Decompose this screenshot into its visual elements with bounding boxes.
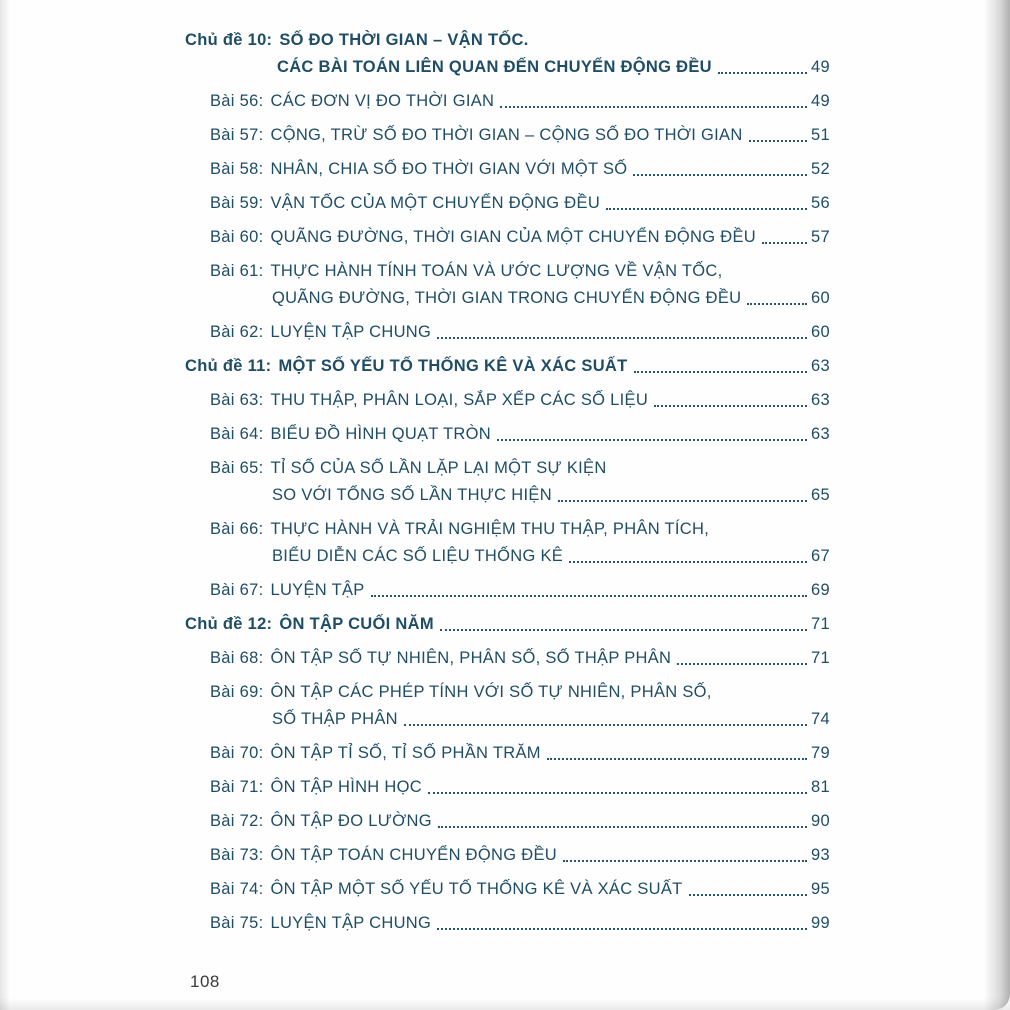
entry-page-number: 57 bbox=[811, 228, 830, 246]
entry-title-text: CỘNG, TRỪ SỐ ĐO THỜI GIAN – CỘNG SỐ ĐO THỜI GIAN bbox=[270, 126, 743, 144]
toc-entry bbox=[185, 842, 830, 869]
entry-page-number: 90 bbox=[811, 812, 830, 830]
dot-leader bbox=[558, 499, 807, 502]
entry-number-prefix: Bài 66: bbox=[210, 520, 264, 538]
toc-entry-line bbox=[210, 706, 830, 733]
page-bottom-edge-shading bbox=[0, 998, 1010, 1010]
entry-title-text: MỘT SỐ YẾU TỐ THỐNG KÊ VÀ XÁC SUẤT bbox=[278, 357, 628, 375]
entry-title-text: CÁC ĐƠN VỊ ĐO THỜI GIAN bbox=[270, 92, 495, 110]
dot-leader bbox=[563, 859, 807, 862]
entry-page-number: 69 bbox=[811, 581, 830, 599]
toc-entry-line bbox=[210, 482, 830, 509]
toc-entry bbox=[185, 910, 830, 937]
entry-number-prefix: Bài 74: bbox=[210, 880, 264, 898]
toc-entry-line bbox=[210, 285, 830, 312]
entry-page-number: 63 bbox=[811, 425, 830, 443]
toc-entry-line bbox=[210, 88, 830, 115]
entry-page-number: 60 bbox=[811, 323, 830, 341]
entry-page-number: 63 bbox=[811, 391, 830, 409]
entry-page-number: 95 bbox=[811, 880, 830, 898]
dot-leader bbox=[437, 336, 807, 339]
entry-page-number: 67 bbox=[811, 547, 830, 565]
page-right-edge-shading bbox=[984, 0, 1010, 1010]
entry-number-prefix: Bài 58: bbox=[210, 160, 264, 178]
toc-entry bbox=[185, 421, 830, 448]
entry-number-prefix: Bài 65: bbox=[210, 459, 264, 477]
dot-leader bbox=[440, 628, 807, 631]
toc-entry-line bbox=[210, 190, 830, 217]
dot-leader bbox=[606, 207, 807, 210]
entry-number-prefix: Chủ đề 11: bbox=[185, 357, 272, 375]
entry-title-text: ÔN TẬP TỈ SỐ, TỈ SỐ PHẦN TRĂM bbox=[270, 744, 541, 762]
dot-leader bbox=[428, 791, 807, 794]
toc-entry-line bbox=[210, 808, 830, 835]
dot-leader bbox=[718, 71, 807, 74]
entry-title-text: LUYỆN TẬP CHUNG bbox=[270, 914, 432, 932]
entry-title-text: LUYỆN TẬP bbox=[270, 581, 365, 599]
dot-leader bbox=[438, 825, 807, 828]
entry-number-prefix: Bài 75: bbox=[210, 914, 264, 932]
toc-entry bbox=[185, 27, 830, 81]
toc-entry bbox=[185, 774, 830, 801]
toc-entry bbox=[185, 319, 830, 346]
entry-page-number: 51 bbox=[811, 126, 830, 144]
entry-page-number: 93 bbox=[811, 846, 830, 864]
entry-title-text: TỈ SỐ CỦA SỐ LẦN LẶP LẠI MỘT SỰ KIỆN bbox=[270, 459, 607, 477]
entry-number-prefix: Bài 69: bbox=[210, 683, 264, 701]
entry-title-text: THỰC HÀNH VÀ TRẢI NGHIỆM THU THẬP, PHÂN TÍCH, bbox=[270, 520, 710, 538]
entry-page-number: 81 bbox=[811, 778, 830, 796]
entry-page-number: 56 bbox=[811, 194, 830, 212]
entry-page-number: 74 bbox=[811, 710, 830, 728]
dot-leader bbox=[371, 594, 807, 597]
entry-title-text: SO VỚI TỔNG SỐ LẦN THỰC HIỆN bbox=[272, 486, 552, 504]
toc-entry-line bbox=[210, 455, 830, 482]
entry-title-text: QUÃNG ĐƯỜNG, THỜI GIAN TRONG CHUYỂN ĐỘNG ĐỀU bbox=[272, 289, 742, 307]
entry-number-prefix: Bài 59: bbox=[210, 194, 264, 212]
dot-leader bbox=[497, 438, 807, 441]
entry-page-number: 60 bbox=[811, 289, 830, 307]
entry-number-prefix: Bài 62: bbox=[210, 323, 264, 341]
dot-leader bbox=[437, 927, 807, 930]
dot-leader bbox=[654, 404, 807, 407]
toc-entry bbox=[185, 808, 830, 835]
page-left-edge-shading bbox=[0, 0, 10, 1010]
toc-entry bbox=[185, 876, 830, 903]
dot-leader bbox=[404, 723, 807, 726]
toc-entry-line bbox=[210, 774, 830, 801]
entry-number-prefix: Chủ đề 12: bbox=[185, 615, 273, 633]
toc-entry-line bbox=[210, 319, 830, 346]
toc-entry bbox=[185, 156, 830, 183]
toc-entry-line bbox=[210, 740, 830, 767]
entry-title-text: ÔN TẬP CUỐI NĂM bbox=[279, 615, 434, 633]
entry-title-text: LUYỆN TẬP CHUNG bbox=[270, 323, 432, 341]
entry-number-prefix: Bài 61: bbox=[210, 262, 264, 280]
toc-entry bbox=[185, 577, 830, 604]
toc-entry bbox=[185, 190, 830, 217]
toc-entry bbox=[185, 387, 830, 414]
toc-entry-line bbox=[210, 516, 830, 543]
entry-page-number: 71 bbox=[811, 649, 830, 667]
entry-number-prefix: Bài 67: bbox=[210, 581, 264, 599]
dot-leader bbox=[547, 757, 807, 760]
entry-title-text: QUÃNG ĐƯỜNG, THỜI GIAN CỦA MỘT CHUYỂN ĐỘNG ĐỀU bbox=[270, 228, 757, 246]
entry-page-number: 79 bbox=[811, 744, 830, 762]
dot-leader bbox=[749, 139, 807, 142]
dot-leader bbox=[633, 173, 807, 176]
toc-entry-line bbox=[210, 876, 830, 903]
entry-title-text: THU THẬP, PHÂN LOẠI, SẮP XẾP CÁC SỐ LIỆU bbox=[270, 391, 649, 409]
entry-number-prefix: Bài 68: bbox=[210, 649, 264, 667]
entry-title-text: ÔN TẬP HÌNH HỌC bbox=[270, 778, 422, 796]
dot-leader bbox=[569, 560, 807, 563]
entry-title-text: SỐ THẬP PHÂN bbox=[272, 710, 398, 728]
entry-page-number: 49 bbox=[811, 92, 830, 110]
toc-entry bbox=[185, 353, 830, 380]
printed-page-number: 108 bbox=[190, 972, 220, 991]
toc-entry-line bbox=[210, 645, 830, 672]
entry-page-number: 63 bbox=[811, 357, 830, 375]
entry-page-number: 52 bbox=[811, 160, 830, 178]
toc-entry bbox=[185, 611, 830, 638]
toc-entry-line bbox=[210, 156, 830, 183]
toc-entry bbox=[185, 258, 830, 312]
toc-entry-line bbox=[185, 353, 830, 380]
toc-list bbox=[185, 24, 830, 944]
toc-entry-line bbox=[210, 224, 830, 251]
entry-title-text: SỐ ĐO THỜI GIAN – VẬN TỐC. bbox=[279, 31, 529, 49]
toc-entry-line bbox=[210, 421, 830, 448]
entry-title-text: ÔN TẬP MỘT SỐ YẾU TỐ THỐNG KÊ VÀ XÁC SUẤT bbox=[270, 880, 683, 898]
toc-entry-line bbox=[210, 679, 830, 706]
toc-entry-line bbox=[210, 577, 830, 604]
toc-entry bbox=[185, 740, 830, 767]
dot-leader bbox=[634, 370, 808, 373]
dot-leader bbox=[747, 302, 807, 305]
entry-title-text: ÔN TẬP ĐO LƯỜNG bbox=[270, 812, 432, 830]
entry-number-prefix: Bài 64: bbox=[210, 425, 264, 443]
dot-leader bbox=[762, 241, 807, 244]
toc-entry bbox=[185, 455, 830, 509]
entry-title-text: THỰC HÀNH TÍNH TOÁN VÀ ƯỚC LƯỢNG VỀ VẬN TỐC, bbox=[270, 262, 723, 280]
entry-title-text: BIỂU ĐỒ HÌNH QUẠT TRÒN bbox=[270, 425, 491, 443]
toc-entry-line bbox=[210, 258, 830, 285]
toc-entry bbox=[185, 516, 830, 570]
toc-entry bbox=[185, 88, 830, 115]
entry-number-prefix: Bài 63: bbox=[210, 391, 264, 409]
entry-number-prefix: Bài 57: bbox=[210, 126, 264, 144]
entry-page-number: 49 bbox=[811, 58, 830, 76]
entry-title-text: ÔN TẬP TOÁN CHUYỂN ĐỘNG ĐỀU bbox=[270, 846, 557, 864]
dot-leader bbox=[677, 662, 807, 665]
entry-number-prefix: Bài 60: bbox=[210, 228, 264, 246]
toc-entry-line bbox=[185, 54, 830, 81]
entry-number-prefix: Bài 72: bbox=[210, 812, 264, 830]
entry-number-prefix: Bài 73: bbox=[210, 846, 264, 864]
toc-entry-line bbox=[210, 910, 830, 937]
toc-entry-line bbox=[185, 27, 830, 54]
entry-title-text: VẬN TỐC CỦA MỘT CHUYỂN ĐỘNG ĐỀU bbox=[270, 194, 601, 212]
entry-title-text: NHÂN, CHIA SỐ ĐO THỜI GIAN VỚI MỘT SỐ bbox=[270, 160, 628, 178]
entry-page-number: 71 bbox=[811, 615, 830, 633]
entry-number-prefix: Bài 70: bbox=[210, 744, 264, 762]
entry-number-prefix: Chủ đề 10: bbox=[185, 31, 273, 49]
toc-entry-line bbox=[185, 611, 830, 638]
entry-page-number: 65 bbox=[811, 486, 830, 504]
dot-leader bbox=[689, 893, 808, 896]
toc-entry-line bbox=[210, 842, 830, 869]
toc-entry bbox=[185, 645, 830, 672]
toc-entry-line bbox=[210, 122, 830, 149]
entry-title-text: BIỂU DIỄN CÁC SỐ LIỆU THỐNG KÊ bbox=[272, 547, 564, 565]
toc-entry bbox=[185, 224, 830, 251]
dot-leader bbox=[500, 105, 807, 108]
toc-entry bbox=[185, 122, 830, 149]
toc-entry-line bbox=[210, 543, 830, 570]
toc-entry bbox=[185, 679, 830, 733]
entry-number-prefix: Bài 71: bbox=[210, 778, 264, 796]
toc-entry-line bbox=[210, 387, 830, 414]
entry-title-text: ÔN TẬP CÁC PHÉP TÍNH VỚI SỐ TỰ NHIÊN, PHÂN SỐ, bbox=[270, 683, 712, 701]
entry-title-text: CÁC BÀI TOÁN LIÊN QUAN ĐẾN CHUYỂN ĐỘNG ĐỀU bbox=[277, 58, 712, 76]
entry-number-prefix: Bài 56: bbox=[210, 92, 264, 110]
entry-title-text: ÔN TẬP SỐ TỰ NHIÊN, PHÂN SỐ, SỐ THẬP PHÂN bbox=[270, 649, 672, 667]
entry-page-number: 99 bbox=[811, 914, 830, 932]
